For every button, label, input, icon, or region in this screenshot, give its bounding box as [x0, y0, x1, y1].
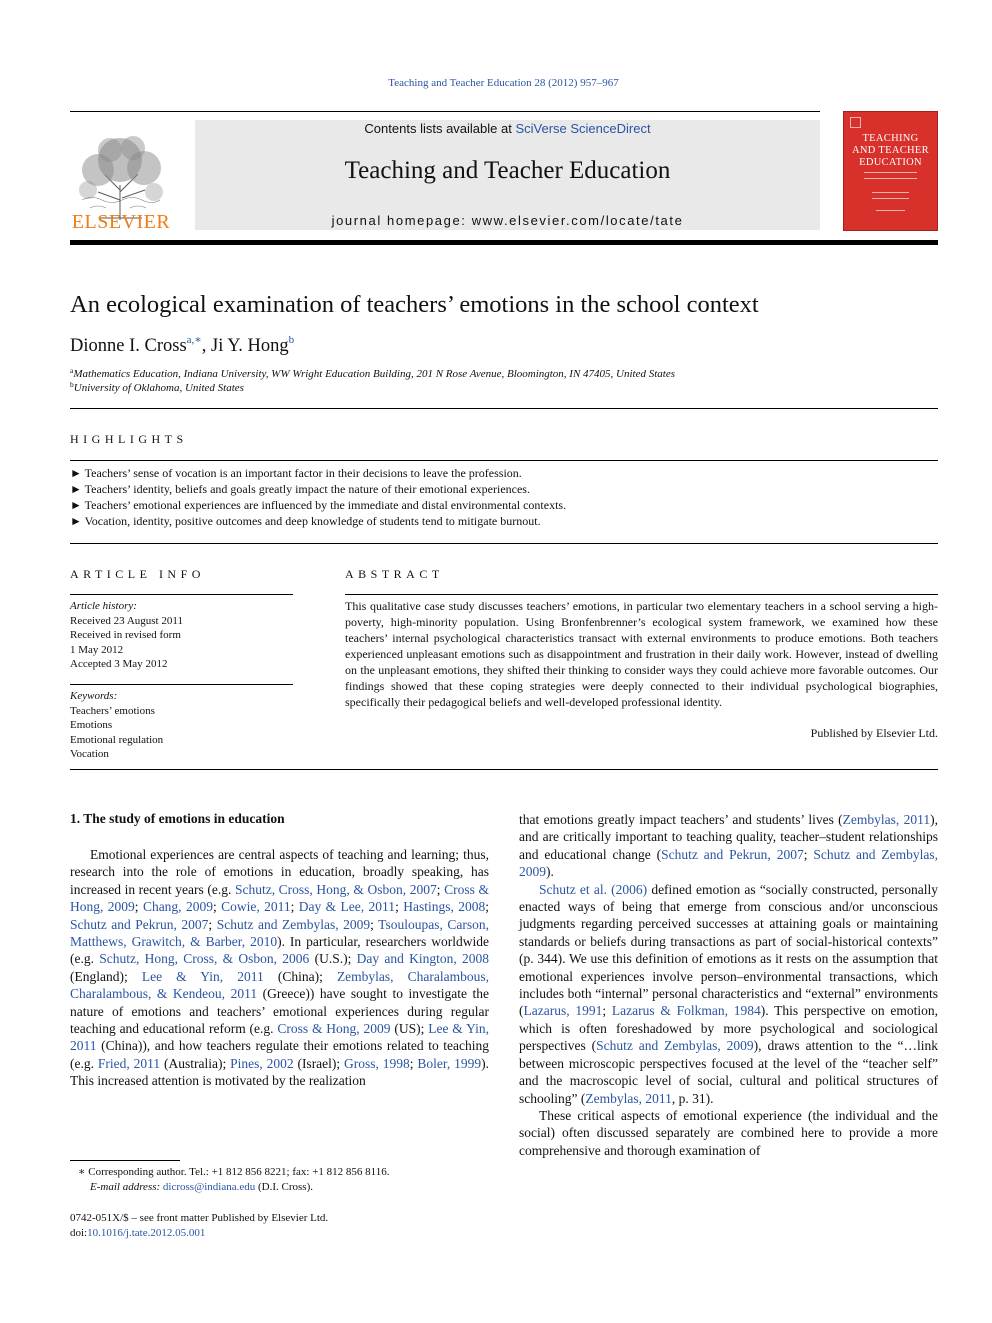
citation-link[interactable]: Schutz and Zembylas, 2009: [216, 916, 371, 932]
affiliation-marker-link[interactable]: a,: [186, 334, 195, 346]
body-paragraph: [519, 881, 938, 1107]
citation-link[interactable]: Pines, 2002: [230, 1055, 294, 1071]
email-link[interactable]: dicross@indiana.edu: [162, 1181, 256, 1193]
citation-link[interactable]: Schutz, Cross, Hong, & Osbon, 2007: [234, 881, 437, 897]
affiliation-text: Mathematics Education, Indiana University, WW Wright Education Building, 201 N Rose Avenue, Bloomington, IN 47405, United States: [73, 368, 676, 380]
header-top-rule: [70, 111, 820, 112]
body-text: (U.S.);: [309, 951, 357, 967]
divider: [70, 460, 938, 461]
body-text: ), and are critically important to teaching quality, teacher–student relationships and educational change (: [519, 812, 939, 862]
body-text: (US);: [390, 1021, 429, 1037]
cover-emblem-icon: [850, 117, 861, 128]
keyword-item[interactable]: Emotional regulation: [70, 733, 164, 746]
footnote: [70, 1165, 489, 1195]
body-text: that emotions greatly impact teachers’ and students’ lives (: [519, 812, 843, 827]
divider: [70, 684, 293, 685]
email-suffix: (D.I. Cross).: [255, 1181, 313, 1193]
issn-line: 0742-051X/$ – see front matter Published by Elsevier Ltd.: [70, 1212, 329, 1224]
divider: [345, 594, 938, 595]
citation-link[interactable]: Zembylas, 2011: [842, 812, 931, 827]
article-info-heading: ARTICLE INFO: [70, 567, 205, 581]
body-text: ;: [395, 899, 404, 915]
citation-link[interactable]: Cross & Hong, 2009: [277, 1021, 391, 1037]
citation-link[interactable]: Schutz and Zembylas, 2009: [519, 846, 938, 880]
contents-prefix: Contents lists available at: [364, 121, 516, 136]
abstract-heading: ABSTRACT: [345, 567, 444, 581]
cover-title-line: TEACHING: [862, 133, 919, 144]
elsevier-logo-text: ELSEVIER: [71, 211, 171, 233]
body-text: ;: [803, 846, 814, 862]
body-text: (China);: [263, 968, 337, 984]
body-text: ;: [409, 1055, 418, 1071]
journal-homepage[interactable]: journal homepage: www.elsevier.com/locate/tate: [331, 213, 684, 228]
body-text: ;: [212, 899, 222, 915]
journal-cover-thumbnail: [843, 111, 938, 231]
highlight-item: ► Teachers’ emotional experiences are influenced by the immediate and distal environmental contexts.: [70, 498, 567, 512]
history-item: Received in revised form: [70, 629, 181, 641]
highlight-item: ► Teachers’ sense of vocation is an important factor in their decisions to leave the profession.: [70, 466, 522, 480]
citation-link[interactable]: Day & Lee, 2011: [298, 899, 396, 915]
body-text: ;: [290, 899, 299, 915]
citation-link[interactable]: Schutz and Zembylas, 2009: [596, 1038, 754, 1054]
citation-link[interactable]: Hastings, 2008: [403, 899, 486, 915]
body-paragraph: [519, 811, 938, 881]
corresponding-author-link[interactable]: ∗: [194, 334, 202, 346]
citation-link[interactable]: Lee & Yin, 2011: [70, 1021, 489, 1054]
divider: [70, 769, 938, 770]
keyword-item[interactable]: Vocation: [70, 748, 109, 760]
affiliation-b: [70, 380, 244, 394]
cover-decor-line: [872, 192, 909, 193]
sciencedirect-link[interactable]: SciVerse ScienceDirect: [515, 121, 651, 136]
cover-title: [844, 133, 937, 169]
affiliation-mark: b: [70, 380, 74, 389]
history-item: Received 23 August 2011: [70, 614, 183, 627]
author-name: Dionne I. Cross: [70, 336, 187, 356]
doi-link[interactable]: 10.1016/j.tate.2012.05.001: [87, 1227, 206, 1239]
citation-link[interactable]: Schutz, Hong, Cross, & Osbon, 2006: [99, 951, 310, 967]
email-label: E-mail address:: [90, 1181, 163, 1193]
citation-link[interactable]: Fried, 2011: [97, 1055, 161, 1071]
keyword-item[interactable]: Emotions: [70, 719, 113, 731]
citation-link[interactable]: Lee & Yin, 2011: [141, 968, 264, 984]
citation-link[interactable]: Boler, 1999: [417, 1055, 482, 1071]
body-text: ;: [370, 916, 379, 932]
citation-link[interactable]: Schutz and Pekrun, 2007: [70, 916, 209, 932]
author-name: Ji Y. Hong: [211, 336, 289, 356]
body-text: defined emotion as “socially constructed, personally enacted ways of being that emerge from conscious and/or unconscious judgments regarding perceived successes at attaining goals or maintaining standards or beliefs during transactions as part of social-historical contexts” (p. 344). We use this definition of emotions as it rests on the assumption that emotional experiences involve person–environmental transactions, which includes both “internal” personal characteristics and “external” environments (: [519, 881, 938, 1019]
body-text: ;: [134, 899, 143, 915]
citation-link[interactable]: Day and Kington, 2008: [356, 951, 489, 967]
body-text: These critical aspects of emotional experience (the individual and the social) often discussed separately are combined here to provide a more comprehensive and thorough examination of: [519, 1107, 938, 1158]
citation-link[interactable]: Zembylas, Charalambous, Charalambous, & Kendeou, 2011: [70, 968, 490, 1002]
body-text: ). This perspective on emotion, which is often foreshadowed by more psychological and sociological perspectives (: [519, 1003, 938, 1054]
journal-citation[interactable]: Teaching and Teacher Education 28 (2012) 957–967: [388, 77, 619, 89]
highlight-item: ► Vocation, identity, positive outcomes and deep knowledge of students tend to mitigate burnout.: [70, 514, 541, 528]
body-text: ;: [436, 881, 445, 897]
body-text: ). In particular, researchers worldwide (e.g.: [70, 934, 489, 967]
body-text: (England);: [70, 968, 142, 984]
body-text: , p. 31).: [671, 1090, 714, 1106]
citation-link[interactable]: Schutz et al. (2006): [539, 881, 648, 897]
keyword-item[interactable]: Teachers’ emotions: [70, 704, 155, 717]
history-label: Article history:: [70, 600, 137, 612]
abstract-text: This qualitative case study discusses teachers’ emotions, in particular two elementary teachers in a school serving a high-poverty, high-minority population. Using Bronfenbrenner’s ecological system framework, we examined how these teachers’ internal psychological characteristics transact with external environments to produce emotions. Both teachers experienced unpleasant emotions such as disappointment and frustration in their daily work. However, instead of dwelling on the unpleasant emotions, they shifted their thinking to consider ways they could achieve more favorable outcomes. Our findings showed that these coping strategies were deeply connected to their individual psychological biographies, specifically their pedagogical beliefs and well-developed professional identity.: [345, 599, 938, 709]
section-heading: 1. The study of emotions in education: [70, 811, 285, 826]
citation-link[interactable]: Chang, 2009: [142, 899, 213, 915]
journal-title: Teaching and Teacher Education: [344, 157, 671, 184]
doi-line: [70, 1226, 328, 1241]
divider: [70, 408, 938, 409]
citation-link[interactable]: Tsouloupas, Carson, Matthews, Grawitch, & Barber, 2010: [70, 916, 489, 950]
citation-link[interactable]: Lazarus, 1991: [523, 1003, 603, 1019]
citation-link[interactable]: Lazarus & Folkman, 1984: [611, 1003, 761, 1019]
body-text: (Israel);: [293, 1055, 345, 1071]
divider: [70, 594, 293, 595]
article-history: [70, 599, 293, 672]
citation-link[interactable]: Gross, 1998: [344, 1055, 410, 1071]
cover-decor-line: [864, 172, 917, 173]
body-text: ), draws attention to the “…link between microscopic perspectives focused at the level of the “teacher self” and the macroscopic level of social, cultural and political structures of schooling” (: [519, 1038, 938, 1106]
corresponding-author-note: ∗ Corresponding author. Tel.: +1 812 856 8221; fax: +1 812 856 8116.: [78, 1166, 390, 1178]
footnote-rule: [70, 1160, 180, 1161]
body-text: ;: [485, 899, 490, 915]
affiliation-mark: a: [70, 366, 74, 375]
body-column-left: [70, 846, 489, 1090]
citation-link[interactable]: Cross & Hong, 2009: [70, 881, 489, 915]
affiliation-a: [70, 366, 675, 380]
divider: [70, 543, 938, 544]
contents-availability-line: [195, 121, 820, 136]
highlights-heading: HIGHLIGHTS: [70, 432, 188, 446]
email-line: [70, 1180, 489, 1195]
cover-title-line: AND TEACHER: [852, 145, 929, 156]
affiliation-marker-link[interactable]: b: [288, 334, 295, 346]
header-thick-rule: [70, 240, 938, 245]
highlights-list: [70, 465, 566, 529]
body-text: ;: [602, 1003, 612, 1019]
cover-decor-line: [864, 178, 917, 179]
cover-decor-line: [872, 198, 909, 199]
citation-link[interactable]: Schutz and Pekrun, 2007: [661, 846, 804, 862]
keywords-label: Keywords:: [70, 690, 118, 702]
keywords-block: [70, 689, 293, 762]
body-text: (Australia);: [160, 1055, 231, 1071]
author-separator: ,: [201, 336, 212, 356]
citation-link[interactable]: Cowie, 2011: [221, 899, 291, 915]
article-title: An ecological examination of teachers’ emotions in the school context: [70, 291, 759, 318]
body-paragraph: [70, 846, 489, 1090]
highlight-item: ► Teachers’ identity, beliefs and goals greatly impact the nature of their emotional experiences.: [70, 482, 530, 496]
body-text: Emotional experiences are central aspects of teaching and learning; thus, research into the role of emotions in education, broadly speaking, has increased in recent years (e.g.: [70, 847, 489, 897]
body-text: (China)), and how teachers regulate their emotions related to teaching (e.g.: [70, 1038, 489, 1071]
history-item: 1 May 2012: [70, 643, 124, 656]
cover-decor-line: [876, 210, 905, 211]
body-text: ). This increased attention is motivated by the realization: [70, 1055, 489, 1089]
doi-label: doi:: [70, 1227, 88, 1239]
body-text: (Greece)) have sought to investigate the nature of emotions and teachers’ emotional experiences during regular teaching and educational reform (e.g.: [70, 986, 489, 1037]
body-text: ;: [208, 916, 217, 932]
body-text: ).: [546, 864, 554, 880]
citation-link[interactable]: Zembylas, 2011: [585, 1090, 672, 1106]
body-column-right: [519, 811, 938, 1159]
abstract-published-note: Published by Elsevier Ltd.: [810, 726, 938, 740]
author-list: [70, 333, 294, 357]
body-paragraph: [519, 1107, 938, 1159]
history-item: Accepted 3 May 2012: [70, 658, 168, 670]
front-matter-info: [70, 1211, 328, 1241]
cover-title-line: EDUCATION: [859, 157, 922, 168]
affiliation-text: University of Oklahoma, United States: [73, 382, 244, 394]
